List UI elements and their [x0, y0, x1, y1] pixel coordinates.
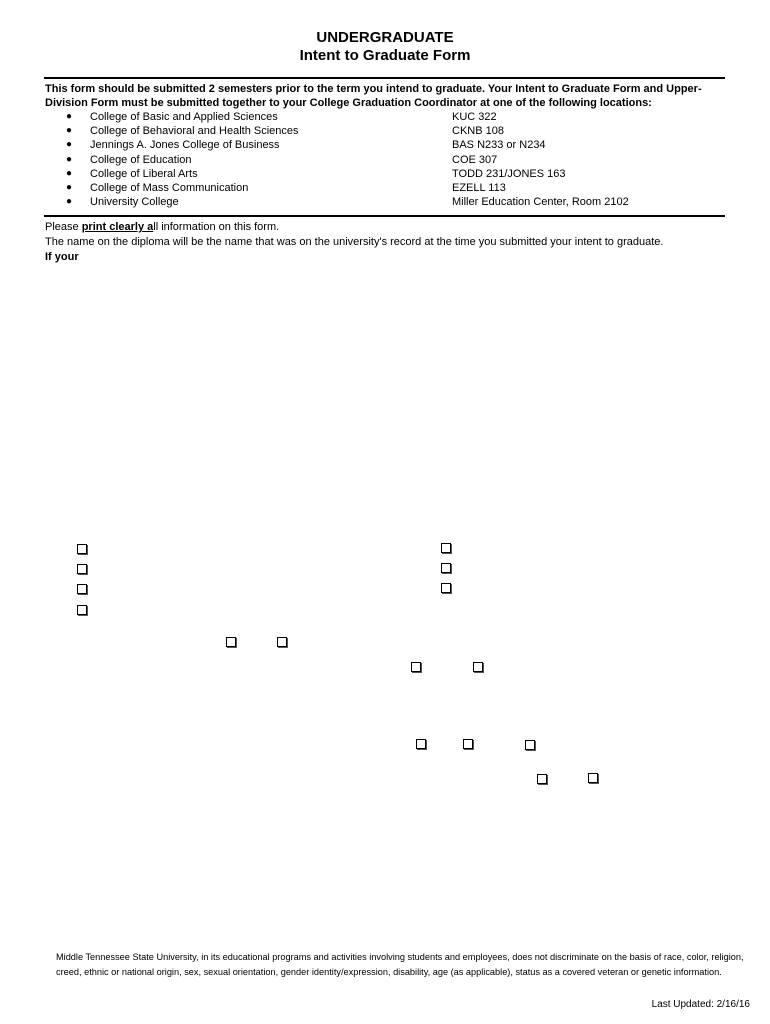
checkbox[interactable]: [537, 774, 547, 784]
college-name: College of Basic and Applied Sciences: [90, 111, 278, 123]
checkbox[interactable]: [277, 637, 287, 647]
section-divider: [44, 215, 725, 217]
checkbox[interactable]: [473, 662, 483, 672]
list-item: [60, 167, 700, 181]
checkbox[interactable]: [77, 564, 87, 574]
intro-line-1: This form should be submitted 2 semesters prior to the term you intend to graduate. Your Intent to Graduate Form and Upper-: [45, 83, 702, 95]
college-name: College of Mass Communication: [90, 181, 249, 194]
college-name: College of Liberal Arts: [90, 167, 198, 180]
list-item: [60, 110, 700, 124]
form-title: Intent to Graduate Form: [299, 47, 471, 64]
bullet-icon: ●: [66, 167, 73, 179]
checkbox[interactable]: [441, 543, 451, 553]
checkbox[interactable]: [588, 773, 598, 783]
checkbox[interactable]: [525, 740, 535, 750]
office-location: COE 307: [452, 153, 498, 166]
top-divider: [44, 77, 725, 79]
checkbox[interactable]: [441, 563, 451, 573]
intro-line-2: Division Form must be submitted together to your College Graduation Coordinator at one of the following locations:: [45, 97, 652, 109]
diploma-name-note: The name on the diploma will be the name that was on the university's record at the time you submitted your intent to graduate.: [45, 236, 664, 248]
college-name: College of Behavioral and Health Sciences: [90, 125, 299, 138]
college-name: College of Education: [90, 153, 192, 166]
checkbox[interactable]: [416, 739, 426, 749]
office-location: CKNB 108: [452, 125, 504, 138]
office-location: TODD 231/JONES 163: [452, 167, 566, 180]
bullet-icon: ●: [66, 125, 73, 137]
checkbox[interactable]: [77, 544, 87, 554]
bullet-icon: ●: [66, 181, 73, 193]
list-item: [60, 195, 700, 209]
bullet-icon: ●: [66, 153, 73, 165]
print-instruction: [45, 221, 279, 233]
location-list: [60, 110, 700, 209]
office-location: EZELL 113: [452, 181, 506, 194]
college-name: University College: [90, 196, 179, 209]
checkbox[interactable]: [463, 739, 473, 749]
checkbox[interactable]: [441, 583, 451, 593]
checkbox[interactable]: [226, 637, 236, 647]
print-clearly-emphasis: print clearly a: [81, 221, 154, 233]
list-item: [60, 138, 700, 152]
office-location: Miller Education Center, Room 2102: [452, 196, 629, 209]
please-text: Please: [45, 221, 82, 233]
checkbox[interactable]: [77, 605, 87, 615]
bullet-icon: ●: [66, 111, 73, 122]
bullet-icon: ●: [66, 196, 73, 208]
checkbox[interactable]: [411, 662, 421, 672]
bullet-icon: ●: [66, 139, 73, 151]
list-item: [60, 153, 700, 167]
checkbox[interactable]: [77, 584, 87, 594]
last-updated: Last Updated: 2/16/16: [651, 999, 750, 1010]
if-your-text: If your: [45, 251, 79, 263]
form-heading: UNDERGRADUATE: [316, 29, 454, 46]
office-location: KUC 322: [452, 111, 497, 123]
print-instruction-rest: ll information on this form.: [153, 221, 280, 233]
office-location: BAS N233 or N234: [452, 139, 546, 152]
college-name: Jennings A. Jones College of Business: [90, 139, 280, 152]
list-item: [60, 181, 700, 195]
nondiscrimination-notice: Middle Tennessee State University, in its educational programs and activities involving students and employees, does not discriminate on the basis of race, color, religion, creed, ethnic or national origin, sex, sexual orientation, gender identity/expression, disability, age (as applicable), status as a covered veteran or genetic information.: [56, 952, 744, 977]
list-item: [60, 124, 700, 138]
